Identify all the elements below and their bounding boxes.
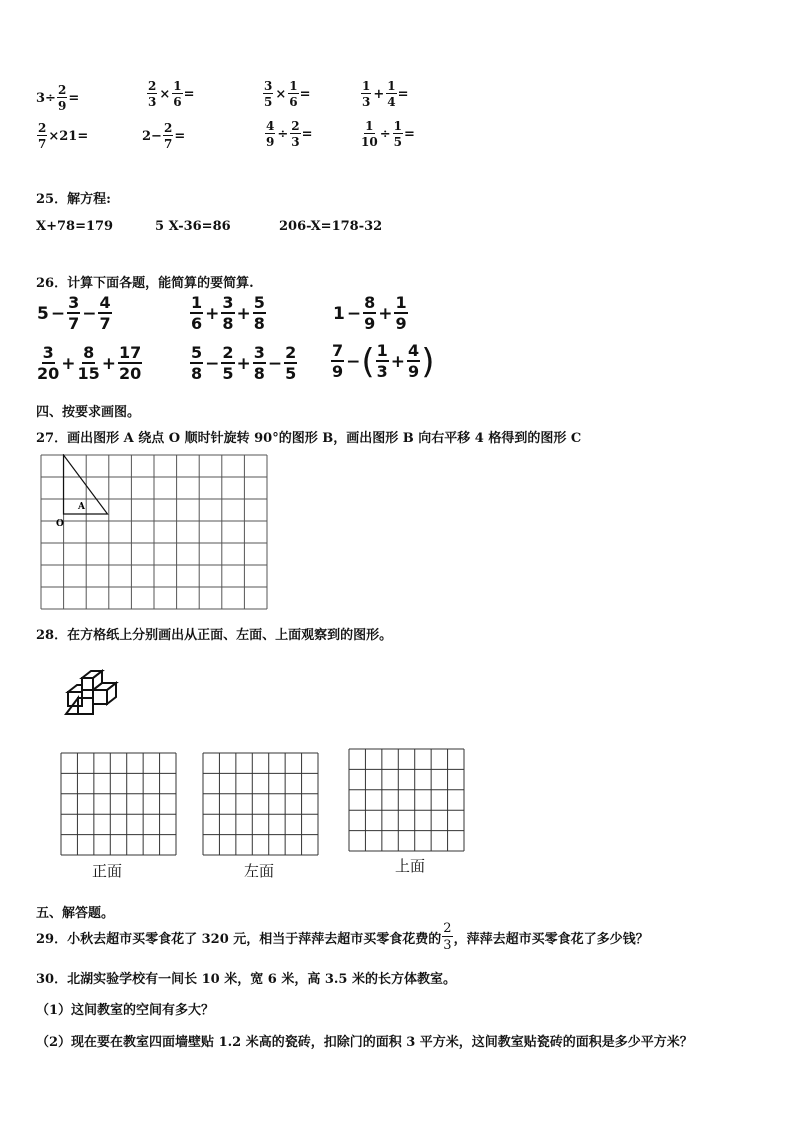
expression-4: $\frac{3}{20}$ + $\frac{8}{15}$ + $\frac{17}{20}$ [37, 343, 142, 383]
front-view-grid [60, 752, 177, 860]
q30-title: 30．北湖实验学校有一间长 10 米，宽 6 米，高 3.5 米的长方体教室。 [36, 972, 456, 987]
top-grid-svg [348, 748, 465, 852]
section-5-heading: 五、解答题。 [36, 906, 115, 921]
q30-part-2: （2）现在要在教室四面墙壁贴 1.2 米高的瓷砖，扣除门的面积 3 平方米，这间教室贴瓷砖的面积是多少平方米？ [36, 1035, 693, 1050]
expression-2: $\frac{1}{6}$ + $\frac{3}{8}$ + $\frac{5}{8}$ [191, 293, 265, 333]
front-view-label: 正面 [92, 862, 123, 880]
top-view-grid [348, 748, 465, 856]
calc-item-8: $\frac{1}{10}$ ÷ $\frac{1}{5}$ = [361, 119, 415, 149]
q28-title: 28．在方格纸上分别画出从正面、左面、上面观察到的图形。 [36, 628, 393, 643]
left-grid-svg [202, 752, 319, 856]
front-grid-svg [60, 752, 177, 856]
shape-a-label: A [78, 502, 85, 512]
equation-3: 206-X=178-32 [279, 219, 383, 234]
q29-text: 29．小秋去超市买零食花了 320 元，相当于萍萍去超市买零食花费的 $\frac{2}{3}$ ，萍萍去超市买零食花了多少钱？ [36, 921, 649, 953]
point-o-label: O [56, 519, 64, 529]
q26-title: 26．计算下面各题，能简算的要简算. [36, 276, 254, 291]
calc-item-2: $\frac{2}{3}$ × $\frac{1}{6}$ = [148, 79, 195, 109]
rotation-grid-svg [40, 454, 268, 610]
expression-6: $\frac{7}{9}$ − ( $\frac{1}{3}$ + $\frac{4}{9}$ ) [332, 341, 435, 382]
calc-item-1: 3÷ $\frac{2}{9}$ = [36, 83, 80, 113]
q30-part-1: （1）这间教室的空间有多大？ [36, 1003, 215, 1018]
rotation-grid [40, 454, 268, 610]
expression-1: 5 − $\frac{3}{7}$ − $\frac{4}{7}$ [37, 293, 111, 333]
expression-5: $\frac{5}{8}$ − $\frac{2}{5}$ + $\frac{3}{8}$ − $\frac{2}{5}$ [191, 343, 297, 383]
calc-item-3: $\frac{3}{5}$ × $\frac{1}{6}$ = [264, 79, 311, 109]
q25-title: 25．解方程: [36, 192, 111, 207]
section-4-heading: 四、按要求画图。 [36, 405, 141, 420]
top-view-label: 上面 [395, 857, 426, 875]
calc-item-7: $\frac{4}{9}$ ÷ $\frac{2}{3}$ = [266, 119, 313, 149]
calc-item-5: $\frac{2}{7}$ ×21= [38, 121, 89, 151]
equation-2: 5 X-36=86 [155, 219, 231, 234]
cube-stack-figure [58, 668, 124, 726]
calc-item-4: $\frac{1}{3}$ + $\frac{1}{4}$ = [362, 79, 409, 109]
q27-title: 27．画出图形 A 绕点 O 顺时针旋转 90°的图形 B，画出图形 B 向右平移 4 格得到的图形 C [36, 431, 582, 446]
calc-item-6: 2− $\frac{2}{7}$ = [142, 121, 186, 151]
equation-1: X+78=179 [36, 219, 114, 234]
left-view-grid [202, 752, 319, 860]
cube-stack-svg [58, 668, 124, 726]
shape-a-triangle [64, 455, 108, 514]
left-view-label: 左面 [244, 862, 275, 880]
expression-3: 1 − $\frac{8}{9}$ + $\frac{1}{9}$ [333, 293, 407, 333]
